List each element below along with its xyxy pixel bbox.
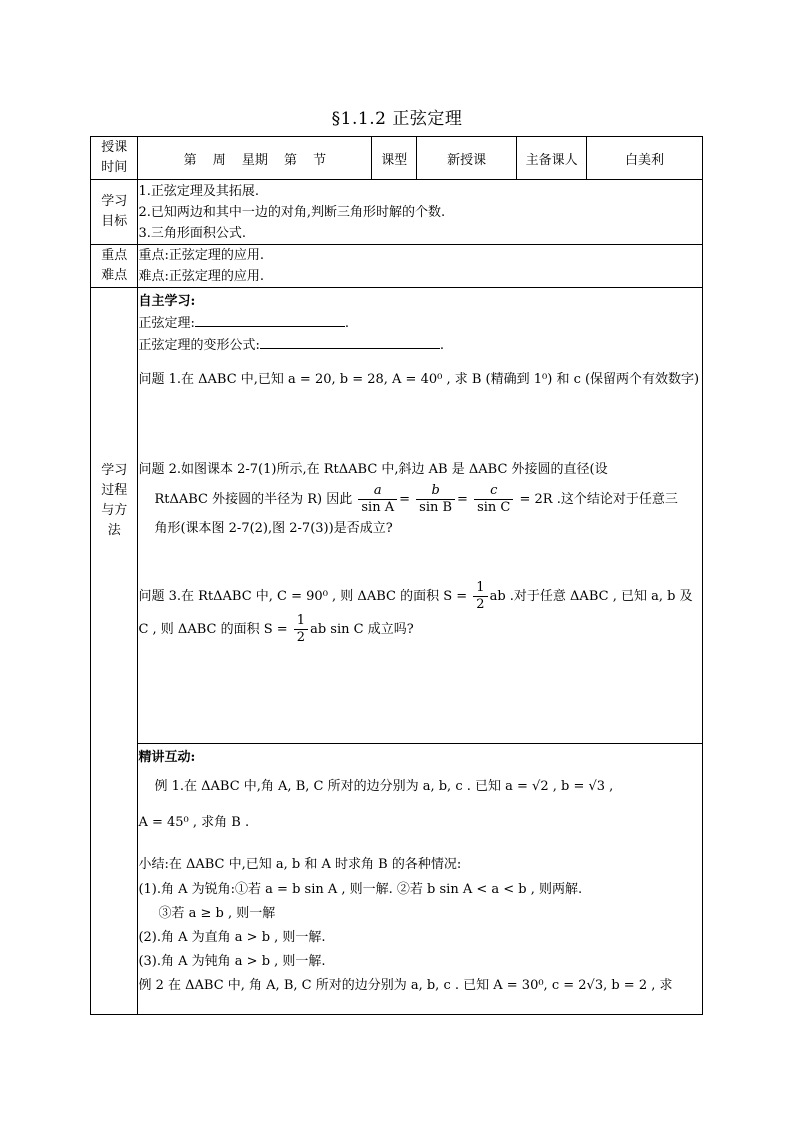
type-value: 新授课 [417,137,517,180]
case-3: (3).角 A 为钝角 a > b , 则一解. [138,954,326,969]
schedule-cell: 第 周 星期 第 节 [138,137,372,180]
goal-item: 2.已知两边和其中一边的对角,判断三角形时解的个数. [138,204,446,220]
question-1: 问题 1.在 ΔABC 中,已知 a = 20, b = 28, A = 40⁰ , 求 B (精确到 1⁰) 和 c (保留两个有效数字) [138,372,700,387]
focus-label: 重点 难点 [91,245,138,288]
goal-item: 3.三角形面积公式. [138,225,246,241]
lesson-table [90,136,703,1015]
variant-line: 正弦定理的变形公式: . [138,334,702,356]
self-study-heading: 自主学习: [138,294,196,309]
fraction-half: $\frac{1}{2}$ [473,580,487,613]
process-label: 学习 过程 与方 法 [91,288,138,1015]
summary: 小结:在 ΔABC 中,已知 a, b 和 A 时求角 B 的各种情况: [138,857,462,872]
law-line: 正弦定理: . [138,312,702,334]
fraction-c-sinC: $\frac{c}{\text{sin C}}$ [474,483,513,516]
case-1b: ③若 a ≥ b , 则一解 [158,906,276,921]
case-2: (2).角 A 为直角 a > b , 则一解. [138,930,326,945]
fraction-b-sinB: $\frac{b}{\text{sin B}}$ [416,483,455,516]
focus-row [91,245,703,288]
self-study-row [91,288,703,744]
lecture-heading: 精讲互动: [138,750,196,765]
type-label: 课型 [372,137,417,180]
key-point: 重点:正弦定理的应用. [138,248,264,263]
goals-label: 学习 目标 [91,180,138,245]
self-study-content [138,288,703,744]
lead-value: 白美利 [587,137,703,180]
fraction-a-sinA: $\frac{a}{\text{sin A}}$ [358,483,397,516]
question-3: 问题 3.在 RtΔABC 中, C = 90⁰ , 则 ΔABC 的面积 S = $\frac{1}{2}$ ab .对于任意 ΔABC , 已知 a, b 及 C , 则 ΔABC 的面积 S = $\frac{1}{2}$ ab sin C 成立吗? [138,580,693,645]
variant-blank[interactable] [260,334,440,349]
focus-content [138,245,703,288]
lecture-row [91,744,703,1015]
page-title: §1.1.2 正弦定理 [331,109,463,129]
lead-label: 主备课人 [517,137,587,180]
example-1: 例 1.在 ΔABC 中,角 A, B, C 所对的边分别为 a, b, c . 已知 a = √2 , b = √3 , [154,779,614,794]
goals-content [138,180,703,245]
lecture-content [138,744,703,1015]
goals-row [91,180,703,245]
example-1-cont: A = 45⁰ , 求角 B . [138,815,250,830]
time-label: 授课 时间 [91,137,138,180]
example-2: 例 2 在 ΔABC 中, 角 A, B, C 所对的边分别为 a, b, c . 已知 A = 30⁰, c = 2√3, b = 2 , 求 [138,978,673,993]
header-row [91,137,703,180]
difficulty: 难点:正弦定理的应用. [138,269,264,284]
goal-item: 1.正弦定理及其拓展. [138,183,259,199]
case-1: (1).角 A 为锐角:①若 a = b sin A , 则一解. ②若 b sin A < a < b , 则两解. [138,882,583,897]
fraction-half: $\frac{1}{2}$ [294,613,308,646]
law-blank[interactable] [195,312,345,327]
question-2: 问题 2.如图课本 2-7(1)所示,在 RtΔABC 中,斜边 AB 是 ΔABC 外接圆的直径(设 RtΔABC 外接圆的半径为 R) 因此 $\frac{a}{\text{sin A}}$ = $\frac{b}{\text{sin B}}$ = $\frac{c}{\text{sin C}}$ = 2R .这个结论对于任意三 角形(课本图 2-7(2),图 2-7(3))是否成立? [138,462,678,536]
